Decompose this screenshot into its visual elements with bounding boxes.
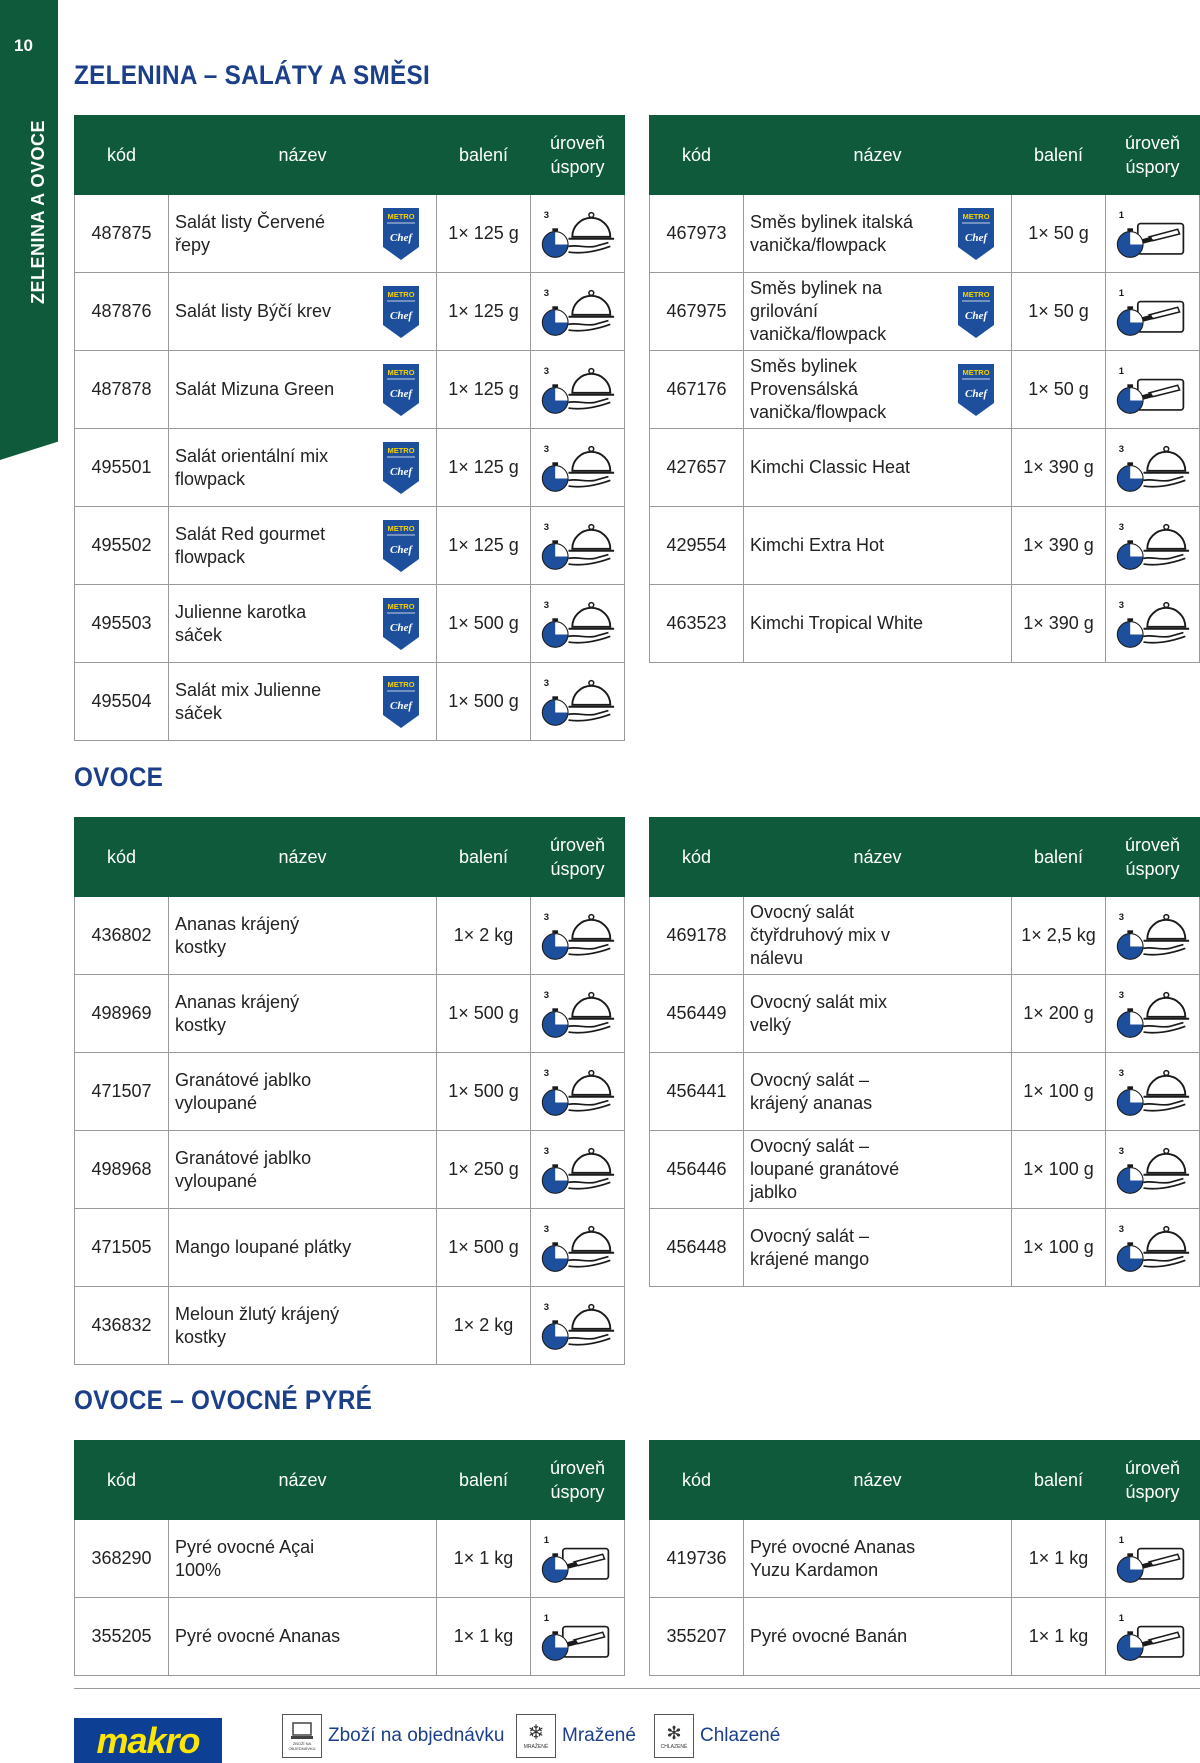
product-name: Salát orientální mix flowpack [175,445,329,489]
svg-text:3: 3 [1118,521,1124,533]
metro-chef-badge [957,285,995,339]
product-name: Pyré ovocné Ananas [175,1626,341,1646]
product-name: Ovocný salát čtyřdruhový mix v nálevu [750,902,891,968]
svg-text:3: 3 [543,1067,549,1079]
metro-chef-badge [957,207,995,261]
savings-level-icon [1115,203,1191,265]
product-name: Salát mix Julienne sáček [175,679,322,723]
header-uroven: úroveň úspory [531,1441,625,1520]
svg-text:Chef: Chef [390,465,412,478]
product-table-left [74,1440,625,1676]
package-size: 1× 1 kg [1012,1520,1106,1598]
table-row [650,273,1200,351]
savings-level-icon [540,1295,616,1357]
svg-text:1: 1 [1118,365,1124,377]
svg-text:Chef: Chef [390,543,412,556]
savings-level-icon [1115,1061,1191,1123]
package-size: 1× 50 g [1012,195,1106,273]
package-size: 1× 125 g [437,273,531,351]
section-title: OVOCE – OVOCNÉ PYRÉ [74,1385,373,1415]
header-kod: kód [650,1441,744,1520]
svg-text:3: 3 [1118,989,1124,1001]
savings-level-icon [1115,1528,1191,1590]
product-code: 368290 [75,1520,169,1598]
product-code: 467973 [650,195,744,273]
package-size: 1× 2 kg [437,897,531,975]
snowflake-icon: ❄ MRAŽENÉ [516,1714,556,1758]
product-code: 456448 [650,1209,744,1287]
package-size: 1× 125 g [437,507,531,585]
legend-order [282,1714,504,1758]
svg-text:Chef: Chef [965,387,987,400]
savings-level-icon [540,1528,616,1590]
package-size: 1× 390 g [1012,507,1106,585]
savings-level-icon [540,593,616,655]
header-kod: kód [650,818,744,897]
table-row [650,429,1200,507]
table-row [650,507,1200,585]
package-size: 1× 100 g [1012,1131,1106,1209]
product-code: 495503 [75,585,169,663]
table-row [75,1520,625,1598]
svg-text:3: 3 [543,911,549,923]
savings-level-icon [540,1061,616,1123]
chilled-icon: ✻ CHLAZENÉ [654,1714,694,1758]
header-nazev: název [744,1441,1012,1520]
product-name: Pyré ovocné Ananas Yuzu Kardamon [750,1536,916,1580]
table-row [75,1209,625,1287]
svg-text:3: 3 [543,443,549,455]
table-row [650,897,1200,975]
product-code: 498969 [75,975,169,1053]
savings-level-icon [540,1217,616,1279]
package-size: 1× 250 g [437,1131,531,1209]
table-row [75,273,625,351]
header-uroven: úroveň úspory [1106,818,1200,897]
table-row [75,1131,625,1209]
header-nazev: název [169,116,437,195]
product-name: Kimchi Extra Hot [750,535,885,555]
product-table-left [74,115,625,741]
header-baleni: balení [1012,116,1106,195]
savings-level-icon [1115,983,1191,1045]
package-size: 1× 200 g [1012,975,1106,1053]
page-number: 10 [14,36,33,55]
package-size: 1× 500 g [437,663,531,741]
savings-level-icon [540,437,616,499]
table-row [650,585,1200,663]
package-size: 1× 500 g [437,1209,531,1287]
svg-text:Chef: Chef [390,309,412,322]
product-name: Salát listy Býčí krev [175,301,332,321]
package-size: 1× 2,5 kg [1012,897,1106,975]
product-code: 463523 [650,585,744,663]
svg-text:3: 3 [1118,1223,1124,1235]
legend-label: Mražené [562,1725,636,1746]
product-table-right [649,817,1200,1287]
product-code: 487876 [75,273,169,351]
savings-level-icon [1115,515,1191,577]
svg-text:Chef: Chef [390,621,412,634]
product-name: Ovocný salát – krájený ananas [750,1069,873,1113]
product-name: Ananas krájený kostky [175,991,300,1035]
makro-logo: makro [74,1718,222,1763]
product-code: 495504 [75,663,169,741]
product-name: Směs bylinek italská vanička/flowpack [750,211,914,255]
table-row [650,975,1200,1053]
legend-label: Zboží na objednávku [328,1725,505,1746]
order-icon: ZBOŽÍ NA OBJEDNÁVKU [282,1714,322,1758]
product-name: Ananas krájený kostky [175,913,300,957]
svg-text:1: 1 [1118,1612,1124,1624]
header-uroven: úroveň úspory [531,116,625,195]
product-table-right [649,1440,1200,1676]
table-row [75,1053,625,1131]
product-name: Salát listy Červené řepy [175,211,326,255]
header-uroven: úroveň úspory [1106,116,1200,195]
savings-level-icon [540,671,616,733]
savings-level-icon [1115,593,1191,655]
savings-level-icon [540,515,616,577]
product-name: Kimchi Tropical White [750,613,924,633]
savings-level-icon [1115,905,1191,967]
product-name: Granátové jablko vyloupané [175,1069,312,1113]
package-size: 1× 100 g [1012,1053,1106,1131]
metro-chef-badge [382,519,420,573]
metro-chef-badge [382,363,420,417]
table-row [650,351,1200,429]
header-uroven: úroveň úspory [531,818,625,897]
svg-text:METRO: METRO [387,601,415,611]
table-row [75,975,625,1053]
savings-level-icon [540,203,616,265]
svg-text:3: 3 [543,599,549,611]
svg-text:Chef: Chef [390,231,412,244]
svg-text:1: 1 [543,1612,549,1624]
svg-text:3: 3 [1118,911,1124,923]
metro-chef-badge [382,285,420,339]
svg-text:METRO: METRO [962,211,990,221]
svg-text:3: 3 [543,365,549,377]
savings-level-icon [540,1139,616,1201]
product-name: Směs bylinek Provensálská vanička/flowpack [750,356,887,422]
table-row [75,195,625,273]
savings-level-icon [540,281,616,343]
legend-frozen [516,1714,636,1758]
svg-text:3: 3 [1118,1145,1124,1157]
metro-chef-badge [382,441,420,495]
metro-chef-badge [957,363,995,417]
product-code: 467176 [650,351,744,429]
package-size: 1× 50 g [1012,351,1106,429]
svg-text:Chef: Chef [965,309,987,322]
product-code: 427657 [650,429,744,507]
header-kod: kód [75,116,169,195]
package-size: 1× 500 g [437,1053,531,1131]
product-code: 456446 [650,1131,744,1209]
product-code: 467975 [650,273,744,351]
table-row [650,1209,1200,1287]
product-name: Meloun žlutý krájený kostky [175,1303,340,1347]
product-code: 495501 [75,429,169,507]
header-nazev: název [169,1441,437,1520]
svg-text:METRO: METRO [387,523,415,533]
package-size: 1× 2 kg [437,1287,531,1365]
product-table-right [649,115,1200,663]
header-nazev: název [744,818,1012,897]
product-code: 487875 [75,195,169,273]
section-title: OVOCE [74,762,164,792]
package-size: 1× 50 g [1012,273,1106,351]
metro-chef-badge [382,597,420,651]
product-code: 456449 [650,975,744,1053]
header-baleni: balení [437,818,531,897]
savings-level-icon [540,359,616,421]
header-baleni: balení [1012,818,1106,897]
product-name: Salát Mizuna Green [175,379,335,399]
legend-chilled [654,1714,780,1758]
table-row [650,195,1200,273]
svg-text:METRO: METRO [962,367,990,377]
product-name: Ovocný salát – krájené mango [750,1225,870,1269]
savings-level-icon [540,1606,616,1668]
package-size: 1× 500 g [437,585,531,663]
svg-text:Chef: Chef [965,231,987,244]
header-baleni: balení [437,1441,531,1520]
savings-level-icon [540,983,616,1045]
product-name: Pyré ovocné Banán [750,1626,908,1646]
product-name: Směs bylinek na grilování vanička/flowpack [750,278,887,344]
svg-text:Chef: Chef [390,387,412,400]
table-row [75,351,625,429]
savings-level-icon [1115,1139,1191,1201]
table-row [75,507,625,585]
savings-level-icon [540,905,616,967]
svg-text:Chef: Chef [390,699,412,712]
svg-text:3: 3 [543,1223,549,1235]
package-size: 1× 125 g [437,195,531,273]
table-row [75,897,625,975]
svg-text:3: 3 [543,1145,549,1157]
package-size: 1× 100 g [1012,1209,1106,1287]
product-code: 456441 [650,1053,744,1131]
metro-chef-badge [382,207,420,261]
svg-text:3: 3 [543,677,549,689]
header-kod: kód [650,116,744,195]
side-label: ZELENINA A OVOCE [28,119,48,304]
product-name: Julienne karotka sáček [175,601,307,645]
svg-text:METRO: METRO [387,211,415,221]
product-name: Granátové jablko vyloupané [175,1147,312,1191]
savings-level-icon [1115,437,1191,499]
package-size: 1× 125 g [437,351,531,429]
svg-text:1: 1 [1118,287,1124,299]
product-code: 469178 [650,897,744,975]
package-size: 1× 1 kg [437,1598,531,1676]
table-row [650,1131,1200,1209]
header-nazev: název [169,818,437,897]
metro-chef-badge [382,675,420,729]
package-size: 1× 1 kg [437,1520,531,1598]
product-code: 495502 [75,507,169,585]
table-row [75,663,625,741]
savings-level-icon [1115,1606,1191,1668]
table-row [75,429,625,507]
product-name: Mango loupané plátky [175,1237,352,1257]
header-baleni: balení [1012,1441,1106,1520]
product-code: 471507 [75,1053,169,1131]
svg-text:METRO: METRO [962,289,990,299]
header-kod: kód [75,818,169,897]
product-name: Ovocný salát – loupané granátové jablko [750,1136,900,1202]
table-row [650,1053,1200,1131]
section-title: ZELENINA – SALÁTY A SMĚSI [74,60,430,90]
product-name: Salát Red gourmet flowpack [175,523,326,567]
svg-text:3: 3 [543,287,549,299]
product-code: 436802 [75,897,169,975]
table-row [75,1287,625,1365]
product-code: 436832 [75,1287,169,1365]
package-size: 1× 1 kg [1012,1598,1106,1676]
savings-level-icon [1115,1217,1191,1279]
savings-level-icon [1115,359,1191,421]
product-table-left [74,817,625,1365]
product-code: 355205 [75,1598,169,1676]
footer-divider [74,1688,1200,1689]
svg-text:1: 1 [1118,1534,1124,1546]
package-size: 1× 500 g [437,975,531,1053]
package-size: 1× 390 g [1012,585,1106,663]
header-uroven: úroveň úspory [1106,1441,1200,1520]
product-code: 419736 [650,1520,744,1598]
table-row [650,1520,1200,1598]
svg-text:METRO: METRO [387,679,415,689]
header-kod: kód [75,1441,169,1520]
svg-text:METRO: METRO [387,289,415,299]
product-code: 471505 [75,1209,169,1287]
svg-text:3: 3 [1118,599,1124,611]
svg-text:1: 1 [1118,209,1124,221]
product-name: Kimchi Classic Heat [750,457,911,477]
svg-text:3: 3 [1118,443,1124,455]
svg-text:METRO: METRO [387,367,415,377]
table-row [650,1598,1200,1676]
header-nazev: název [744,116,1012,195]
package-size: 1× 125 g [437,429,531,507]
svg-text:METRO: METRO [387,445,415,455]
table-row [75,1598,625,1676]
product-name: Ovocný salát mix velký [750,991,888,1035]
package-size: 1× 390 g [1012,429,1106,507]
product-code: 498968 [75,1131,169,1209]
svg-text:3: 3 [543,209,549,221]
svg-text:3: 3 [543,1301,549,1313]
savings-level-icon [1115,281,1191,343]
svg-text:3: 3 [1118,1067,1124,1079]
header-baleni: balení [437,116,531,195]
product-name: Pyré ovocné Açai 100% [175,1536,315,1580]
table-row [75,585,625,663]
product-code: 355207 [650,1598,744,1676]
legend-label: Chlazené [700,1725,781,1746]
svg-text:3: 3 [543,521,549,533]
product-code: 429554 [650,507,744,585]
svg-text:1: 1 [543,1534,549,1546]
svg-text:3: 3 [543,989,549,1001]
product-code: 487878 [75,351,169,429]
